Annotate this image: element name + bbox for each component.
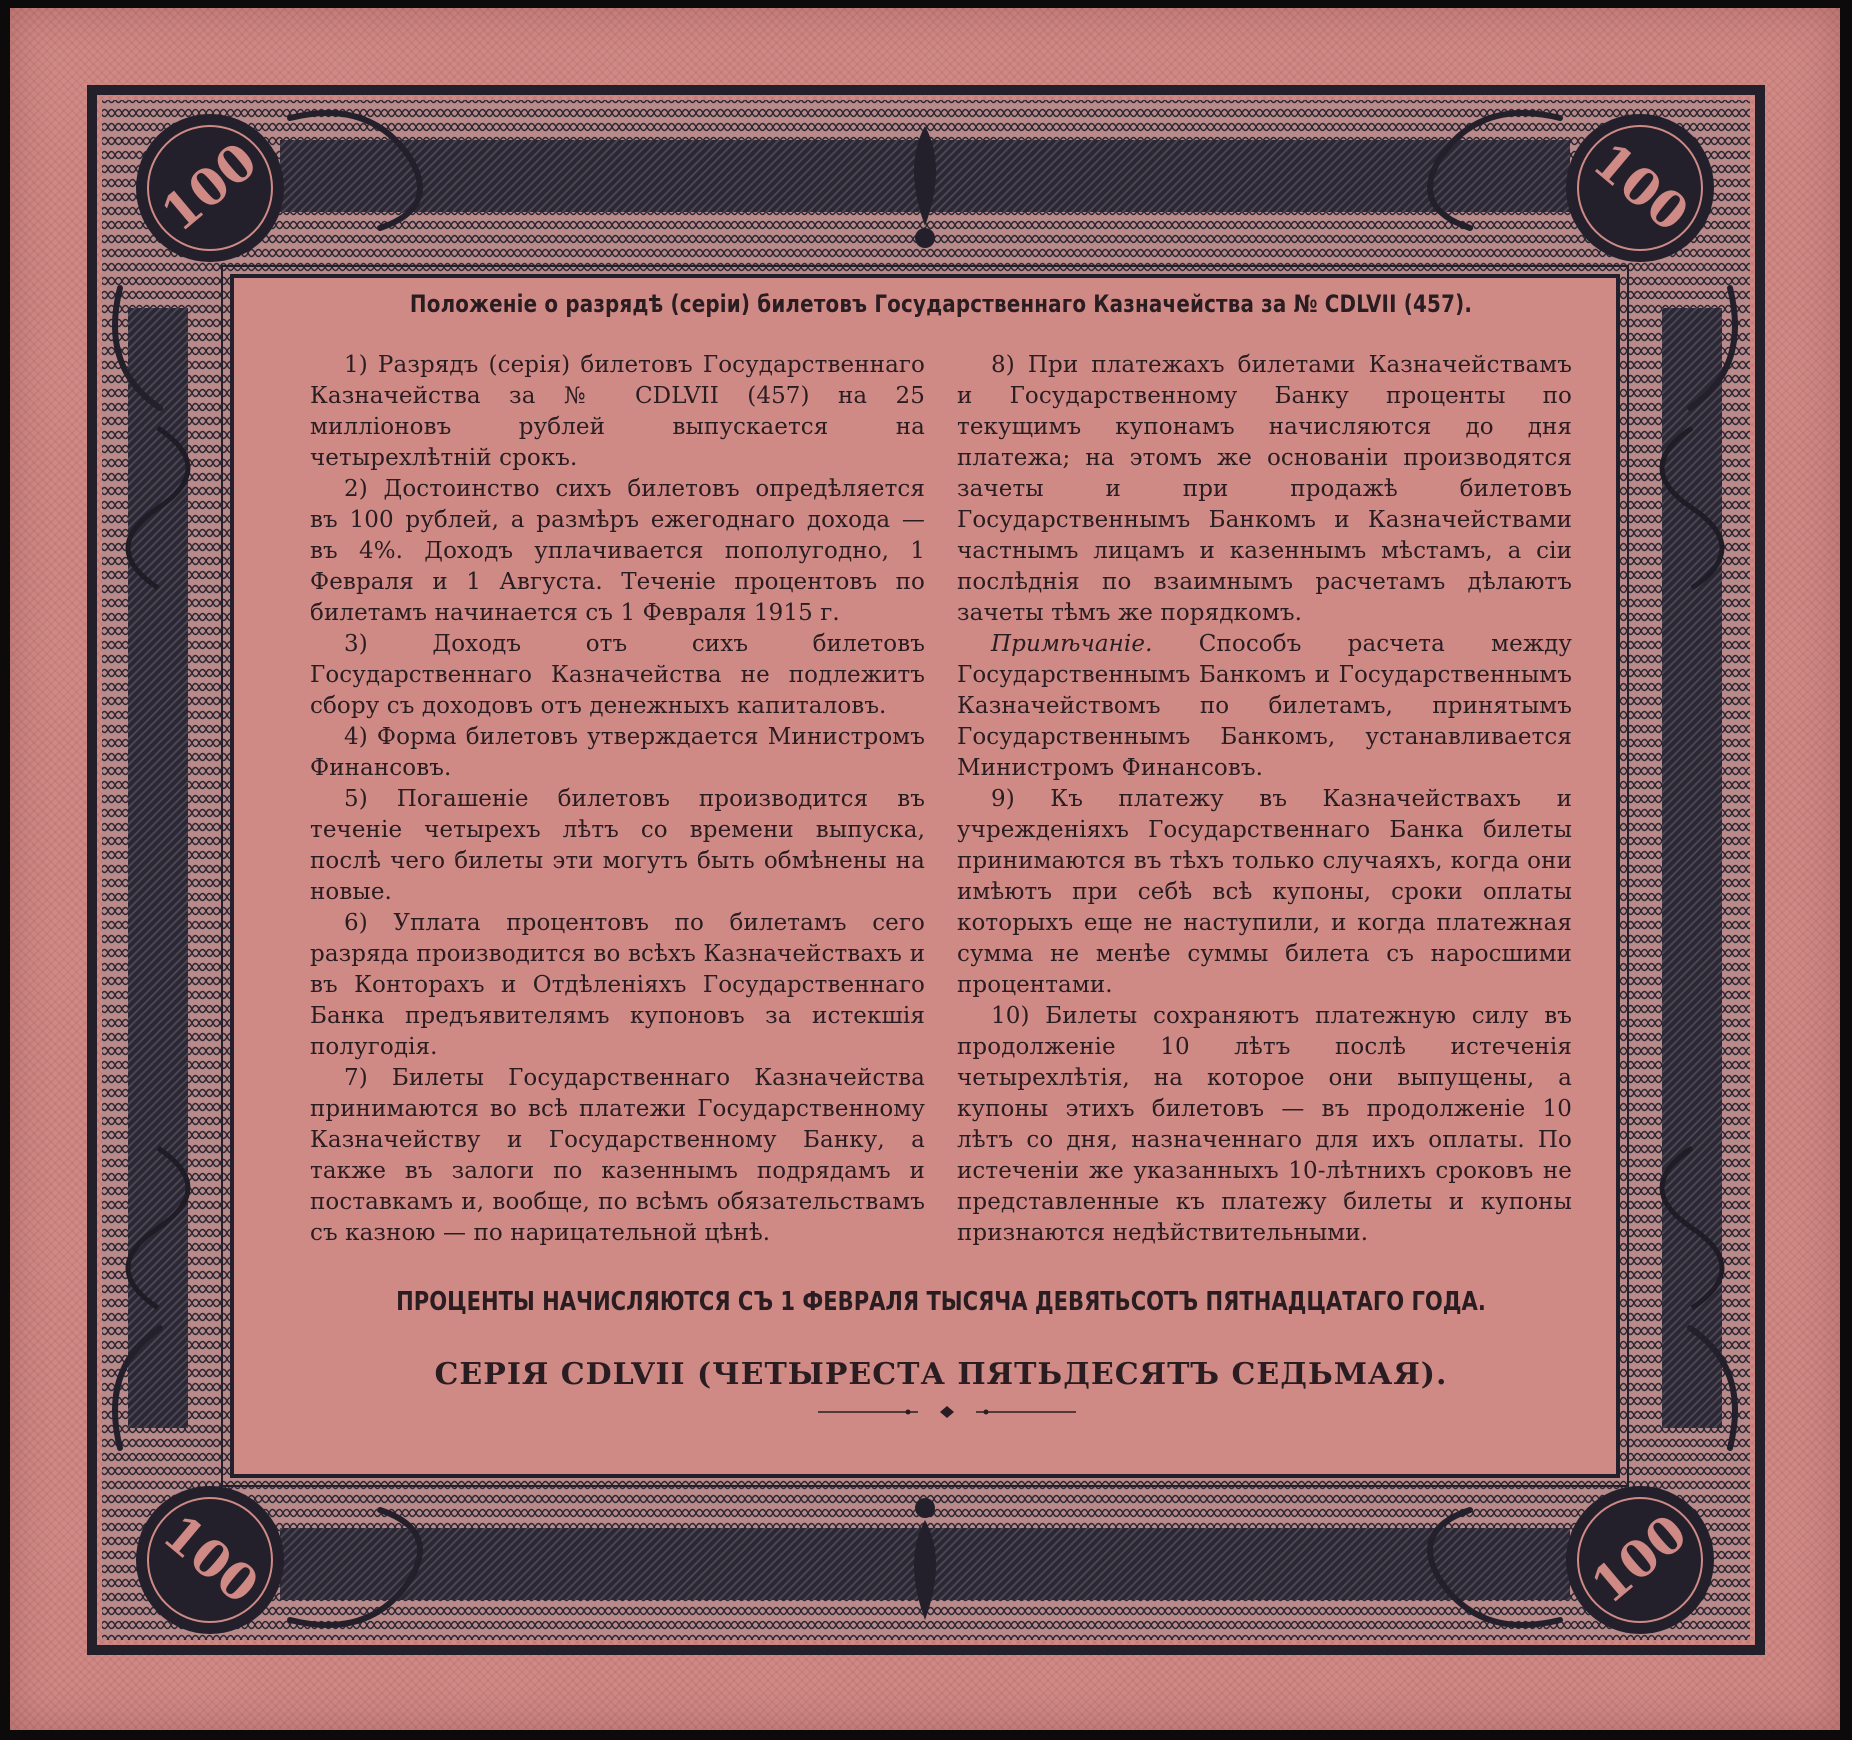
regulation-text-block [310, 290, 1572, 1392]
clause-5: 5) Погашенiе билетовъ производится въ теченiе четырехъ лѣтъ со времени выпуска, послѣ чего билеты эти могутъ быть обмѣнены на новые. [310, 786, 925, 905]
clause-3: 3) Доходъ отъ сихъ билетовъ Государственнаго Казначейства не подлежитъ сбору съ доходовъ отъ денежныхъ капиталовъ. [310, 631, 925, 719]
series-statement: СЕРIЯ CDLVII (ЧЕТЫРЕСТА ПЯТЬДЕСЯТЪ СЕДЬМАЯ). [434, 1357, 1448, 1392]
divider-ornament [818, 1406, 1076, 1418]
corner-numeral-top-left: 100 [150, 130, 268, 243]
clause-8: 8) При платежахъ билетами Казначействамъ и Государственному Банку проценты по текущимъ купонамъ начисляются до дня платежа; на этомъ же основанiи производятся зачеты и при продажѣ билетовъ Государственнымъ Банкомъ и Казначействами частнымъ лицамъ и казеннымъ мѣстамъ, а сiи послѣднiя по взаимнымъ расчетамъ дѣлаютъ зачеты тѣмъ же порядкомъ. [957, 352, 1572, 626]
clause-1: 1) Разрядъ (серiя) билетовъ Государственнаго Казначейства за № CDLVII (457) на 25 миллiоновъ рублей выпускается на четырехлѣтнiй срокъ. [310, 352, 925, 471]
clause-4: 4) Форма билетовъ утверждается Министромъ Финансовъ. [310, 724, 925, 781]
clause-6: 6) Уплата процентовъ по билетамъ сего разряда производится во всѣхъ Казначействахъ и въ Конторахъ и Отдѣленiяхъ Государственнаго Банка предъявителямъ купоновъ за истекшiя полугодiя. [310, 910, 925, 1060]
note-paragraph [957, 629, 1572, 784]
clause-2: 2) Достоинство сихъ билетовъ опредѣляется въ 100 рублей, а размѣръ ежегоднаго дохода — въ 4%. Доходъ уплачивается пополугодно, 1 Февраля и 1 Августа. Теченiе процентовъ по билетамъ начинается съ 1 Февраля 1915 г. [310, 476, 925, 626]
clause-10: 10) Билеты сохраняютъ платежную силу въ продолженiе 10 лѣтъ послѣ истеченiя четырехлѣтiя, на которое они выпущены, а купоны этихъ билетовъ — въ продолженiе 10 лѣтъ со дня, назначеннаго для ихъ оплаты. По истеченiи же указанныхъ 10-лѣтнихъ сроковъ не представленные къ платежу билеты и купоны признаются недѣйствительными. [957, 1003, 1572, 1246]
corner-numeral-top-right: 100 [1582, 130, 1700, 243]
corner-numeral-bottom-right: 100 [1580, 1502, 1698, 1615]
left-column [310, 350, 925, 1249]
corner-numeral-bottom-left: 100 [152, 1502, 270, 1615]
clause-9: 9) Къ платежу въ Казначействахъ и учрежденiяхъ Государственнаго Банка билеты принимаются въ тѣхъ только случаяхъ, когда они имѣютъ при себѣ всѣ купоны, сроки оплаты которыхъ еще не наступили, и когда платежная сумма не менѣе суммы билета съ наросшими процентами. [957, 786, 1572, 998]
banknote-sheet [10, 8, 1840, 1730]
text-columns [310, 350, 1572, 1249]
note-label: Примѣчанiе. [991, 631, 1153, 657]
regulation-heading: Положенiе о разрядѣ (серiи) билетовъ Государственнаго Казначейства за № CDLVII (457). [409, 290, 1473, 318]
right-column [957, 350, 1572, 1249]
interest-statement: ПРОЦЕНТЫ НАЧИСЛЯЮТСЯ СЪ 1 ФЕВРАЛЯ ТЫСЯЧА ДЕВЯТЬСОТЪ ПЯТНАДЦАТАГО ГОДА. [396, 1287, 1486, 1317]
clause-7: 7) Билеты Государственнаго Казначейства принимаются во всѣ платежи Государственному Казначейству и Государственному Банку, а также въ залоги по казеннымъ подрядамъ и поставкамъ и, вообще, по всѣмъ обязательствамъ съ казною — по нарицательной цѣнѣ. [310, 1065, 925, 1246]
note-text: Способъ расчета между Государственнымъ Банкомъ и Государственнымъ Казначействомъ по билетамъ, принятымъ Государственнымъ Банкомъ, устанавливается Министромъ Финансовъ. [957, 631, 1572, 781]
